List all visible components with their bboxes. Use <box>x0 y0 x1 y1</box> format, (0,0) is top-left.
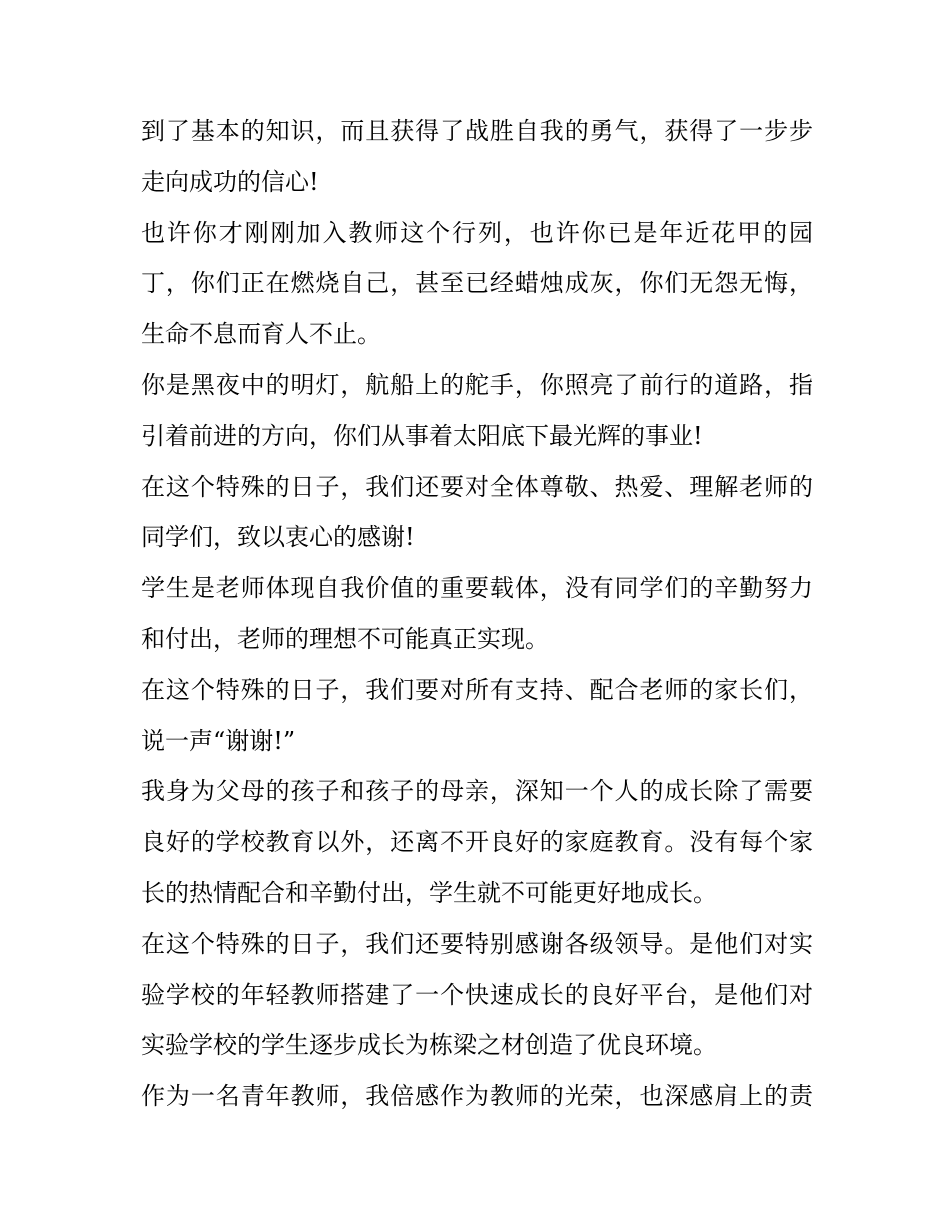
text-line: 生命不息而育人不止。 <box>141 320 381 349</box>
text-line: 到了基本的知识，而且获得了战胜自我的勇气，获得了一步步 <box>141 117 813 145</box>
text-line: 引着前进的方向，你们从事着太阳底下最光辉的事业! <box>141 421 703 450</box>
text-line: 长的热情配合和辛勤付出，学生就不可能更好地成长。 <box>141 878 717 907</box>
text-line: 良好的学校教育以外，还离不开良好的家庭教育。没有每个家 <box>141 828 813 857</box>
body-text <box>141 106 813 1122</box>
text-line: 在这个特殊的日子，我们还要对全体尊敬、热爱、理解老师的 <box>141 472 813 501</box>
text-line: 丁，你们正在燃烧自己，甚至已经蜡烛成灰，你们无怨无悔， <box>141 269 813 298</box>
text-line: 在这个特殊的日子，我们还要特别感谢各级领导。是他们对实 <box>141 929 813 958</box>
text-line: 和付出，老师的理想不可能真正实现。 <box>141 624 549 653</box>
text-line: 学生是老师体现自我价值的重要载体，没有同学们的辛勤努力 <box>141 574 813 603</box>
text-line: 说一声“谢谢!” <box>141 726 296 755</box>
text-line: 走向成功的信心! <box>141 167 319 196</box>
text-line: 作为一名青年教师，我倍感作为教师的光荣，也深感肩上的责 <box>141 1082 813 1111</box>
text-line: 在这个特殊的日子，我们要对所有支持、配合老师的家长们， <box>141 675 813 704</box>
text-line: 同学们，致以衷心的感谢! <box>141 523 415 552</box>
text-line: 也许你才刚刚加入教师这个行列，也许你已是年近花甲的园 <box>141 218 813 247</box>
text-line: 实验学校的学生逐步成长为栋梁之材创造了优良环境。 <box>141 1031 717 1060</box>
text-line: 我身为父母的孩子和孩子的母亲，深知一个人的成长除了需要 <box>141 777 813 806</box>
text-line: 你是黑夜中的明灯，航船上的舵手，你照亮了前行的道路，指 <box>141 370 813 399</box>
text-line: 验学校的年轻教师搭建了一个快速成长的良好平台，是他们对 <box>141 980 813 1009</box>
